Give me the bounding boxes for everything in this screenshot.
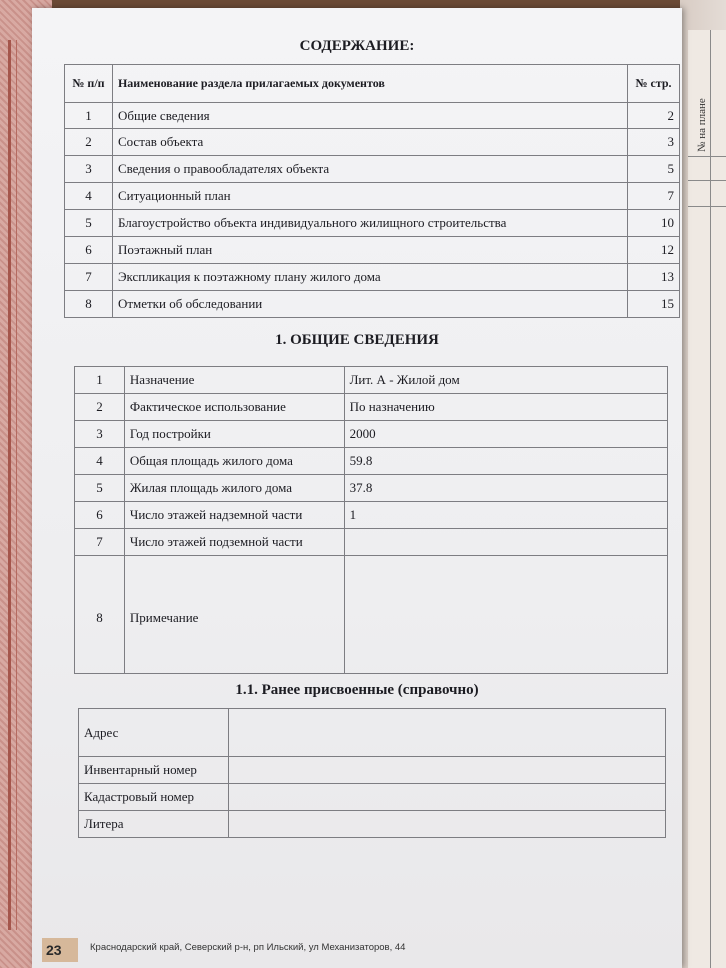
- contents-page: 7: [628, 183, 680, 210]
- contents-name: Экспликация к поэтажному плану жилого дома: [112, 264, 627, 291]
- general-label: Жилая площадь жилого дома: [124, 475, 344, 502]
- adjacent-rule: [688, 206, 726, 207]
- previous-label: Кадастровый номер: [79, 784, 229, 811]
- general-value: [344, 529, 667, 556]
- contents-page: 12: [628, 237, 680, 264]
- general-label: Число этажей надземной части: [124, 502, 344, 529]
- adjacent-rule: [710, 30, 711, 968]
- table-row: [75, 529, 668, 556]
- contents-num: 3: [65, 156, 113, 183]
- contents-page: 10: [628, 210, 680, 237]
- general-num: 1: [75, 367, 125, 394]
- previous-value: [228, 811, 665, 838]
- table-row: [65, 210, 680, 237]
- general-label: Общая площадь жилого дома: [124, 448, 344, 475]
- general-num: 5: [75, 475, 125, 502]
- general-label: Примечание: [124, 556, 344, 674]
- general-num: 8: [75, 556, 125, 674]
- general-label: Число этажей подземной части: [124, 529, 344, 556]
- general-value: [344, 556, 667, 674]
- previous-label: Адрес: [79, 709, 229, 757]
- table-row: [79, 784, 666, 811]
- contents-num: 6: [65, 237, 113, 264]
- contents-page: 13: [628, 264, 680, 291]
- contents-page: 3: [628, 129, 680, 156]
- table-row: [65, 237, 680, 264]
- table-row: [75, 475, 668, 502]
- contents-header-num: № п/п: [65, 65, 113, 103]
- previous-label: Литера: [79, 811, 229, 838]
- table-row: [65, 129, 680, 156]
- previous-value: [228, 757, 665, 784]
- previous-title: 1.1. Ранее присвоенные (справочно): [235, 682, 479, 698]
- table-row: [65, 183, 680, 210]
- adjacent-rule: [688, 156, 726, 157]
- general-value: 2000: [344, 421, 667, 448]
- contents-page: 5: [628, 156, 680, 183]
- cover-stripe: [8, 40, 11, 930]
- contents-header-name: Наименование раздела прилагаемых документов: [112, 65, 627, 103]
- general-value: Лит. А - Жилой дом: [344, 367, 667, 394]
- table-row: [65, 156, 680, 183]
- contents-header-row: [65, 65, 680, 103]
- page-number: 23: [42, 938, 78, 962]
- contents-title: СОДЕРЖАНИЕ:: [299, 38, 415, 54]
- table-row: [79, 709, 666, 757]
- contents-name: Сведения о правообладателях объекта: [112, 156, 627, 183]
- contents-num: 1: [65, 103, 113, 129]
- general-value: 37.8: [344, 475, 667, 502]
- contents-page: 2: [628, 103, 680, 129]
- table-row: [65, 264, 680, 291]
- document-page: [32, 8, 682, 968]
- table-row: [65, 103, 680, 129]
- adjacent-header: № на плане: [696, 98, 708, 152]
- general-num: 7: [75, 529, 125, 556]
- general-value: 59.8: [344, 448, 667, 475]
- general-label: Назначение: [124, 367, 344, 394]
- footer-address: Краснодарский край, Северский р-н, рп Ильский, ул Механизаторов, 44: [90, 942, 406, 953]
- general-num: 4: [75, 448, 125, 475]
- general-num: 2: [75, 394, 125, 421]
- contents-name: Состав объекта: [112, 129, 627, 156]
- table-row: [75, 367, 668, 394]
- cover-stripe-thin: [16, 40, 17, 930]
- previous-value: [228, 784, 665, 811]
- contents-name: Поэтажный план: [112, 237, 627, 264]
- adjacent-rule: [688, 180, 726, 181]
- general-title: 1. ОБЩИЕ СВЕДЕНИЯ: [275, 332, 439, 348]
- table-row: [75, 502, 668, 529]
- table-row: [75, 394, 668, 421]
- contents-num: 7: [65, 264, 113, 291]
- contents-name: Отметки об обследовании: [112, 291, 627, 318]
- previous-value: [228, 709, 665, 757]
- contents-header-page: № стр.: [628, 65, 680, 103]
- table-row: [75, 448, 668, 475]
- adjacent-page: [688, 30, 726, 968]
- contents-num: 2: [65, 129, 113, 156]
- contents-num: 5: [65, 210, 113, 237]
- previous-label: Инвентарный номер: [79, 757, 229, 784]
- contents-table: [64, 64, 680, 318]
- contents-name: Общие сведения: [112, 103, 627, 129]
- contents-name: Благоустройство объекта индивидуального жилищного строительства: [112, 210, 627, 237]
- contents-name: Ситуационный план: [112, 183, 627, 210]
- previous-table: [78, 708, 666, 838]
- table-row: [65, 291, 680, 318]
- general-num: 6: [75, 502, 125, 529]
- general-num: 3: [75, 421, 125, 448]
- table-row: [79, 811, 666, 838]
- general-table: [74, 366, 668, 674]
- general-value: 1: [344, 502, 667, 529]
- general-label: Фактическое использование: [124, 394, 344, 421]
- table-row: [75, 421, 668, 448]
- general-label: Год постройки: [124, 421, 344, 448]
- contents-num: 4: [65, 183, 113, 210]
- contents-page: 15: [628, 291, 680, 318]
- table-row: [75, 556, 668, 674]
- general-value: По назначению: [344, 394, 667, 421]
- contents-num: 8: [65, 291, 113, 318]
- table-row: [79, 757, 666, 784]
